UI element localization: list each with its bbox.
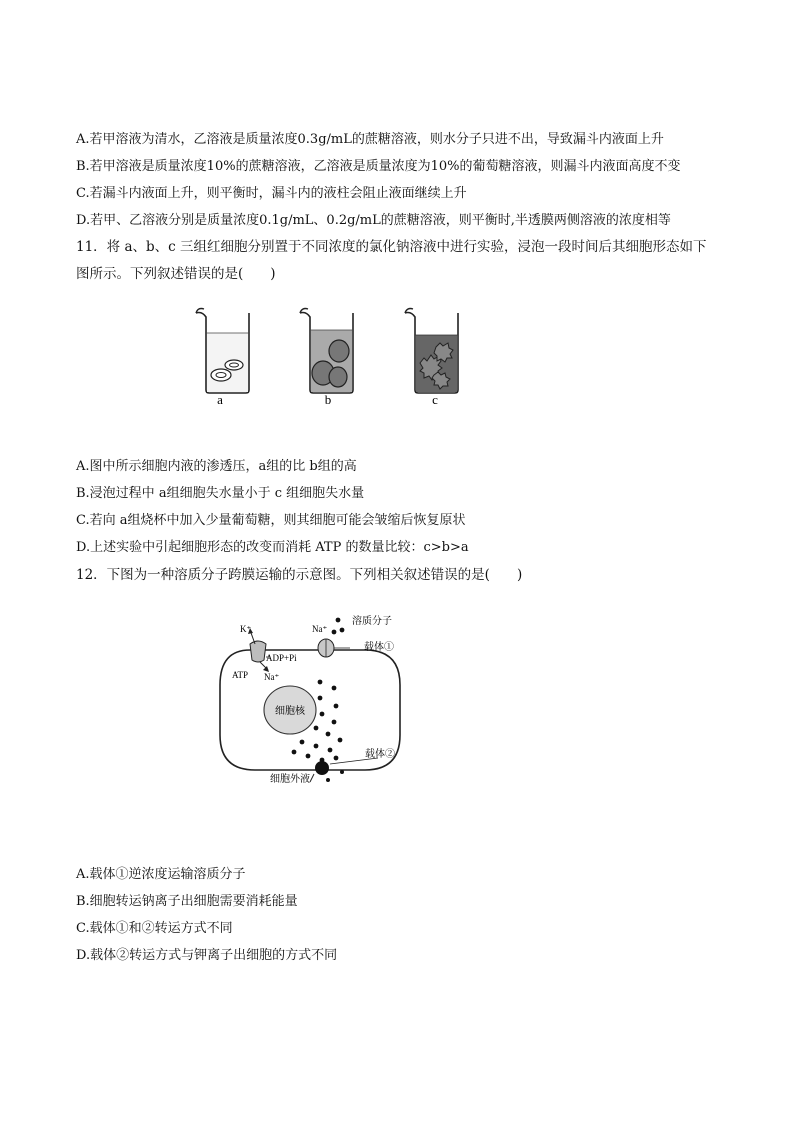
beaker-c	[405, 309, 458, 394]
k-plus-label: K⁺	[240, 624, 252, 634]
solute-label: 溶质分子	[352, 616, 392, 627]
nucleus-label: 细胞核	[275, 706, 305, 717]
q10-option-a: A.若甲溶液为清水，乙溶液是质量浓度0.3g/mL的蔗糖溶液，则水分子只进不出，导致漏斗内液面上升	[76, 132, 664, 147]
q12-transport-figure	[210, 610, 420, 790]
q11-option-d: D.上述实验中引起细胞形态的改变而消耗 ATP 的数量比较：c>b>a	[76, 540, 469, 555]
q10-option-d: D.若甲、乙溶液分别是质量浓度0.1g/mL、0.2g/mL的蔗糖溶液，则平衡时,半透膜两侧溶液的浓度相等	[76, 213, 671, 228]
q12-option-b: B.细胞转运钠离子出细胞需要消耗能量	[76, 894, 298, 909]
na-k-pump	[250, 641, 266, 662]
atp-label: ATP	[232, 670, 249, 680]
q12-option-d: D.载体②转运方式与钾离子出细胞的方式不同	[76, 948, 338, 963]
na-plus-top-label: Na⁺	[312, 624, 328, 634]
beaker-b-label: b	[324, 392, 332, 407]
beaker-a	[196, 309, 249, 394]
q11-option-b: B.浸泡过程中 a组细胞失水量小于 c 组细胞失水量	[76, 486, 365, 501]
carrier-2	[315, 761, 329, 775]
q10-option-b: B.若甲溶液是质量浓度10%的蔗糖溶液，乙溶液是质量浓度为10%的葡萄糖溶液，则漏斗内液面高度不变	[76, 159, 681, 174]
carrier-1-label: 载体①	[364, 642, 394, 653]
q11-stem-line2: 图所示。下列叙述错误的是( )	[76, 266, 276, 282]
na-plus-inner-label: Na⁺	[264, 672, 280, 682]
beaker-a-label: a	[217, 392, 223, 407]
q11-beakers-figure	[188, 305, 478, 410]
q12-stem: 12．下图为一种溶质分子跨膜运输的示意图。下列相关叙述错误的是( )	[76, 567, 523, 583]
q12-option-c: C.载体①和②转运方式不同	[76, 921, 233, 936]
q12-option-a: A.载体①逆浓度运输溶质分子	[76, 867, 246, 882]
beaker-c-label: c	[432, 392, 438, 407]
beaker-b	[300, 309, 353, 394]
extracellular-label: 细胞外液	[270, 774, 310, 785]
q11-option-c: C.若向 a组烧杯中加入少量葡萄糖，则其细胞可能会皱缩后恢复原状	[76, 513, 466, 528]
q11-option-a: A.图中所示细胞内液的渗透压，a组的比 b组的高	[76, 459, 357, 474]
adp-label: ADP+Pi	[266, 653, 297, 663]
carrier-2-label: 载体②	[365, 749, 395, 760]
q11-stem-line1: 11．将 a、b、c 三组红细胞分别置于不同浓度的氯化钠溶液中进行实验，浸泡一段时间后其细胞形态如下	[76, 239, 707, 255]
q10-option-c: C.若漏斗内液面上升，则平衡时，漏斗内的液柱会阻止液面继续上升	[76, 186, 467, 201]
